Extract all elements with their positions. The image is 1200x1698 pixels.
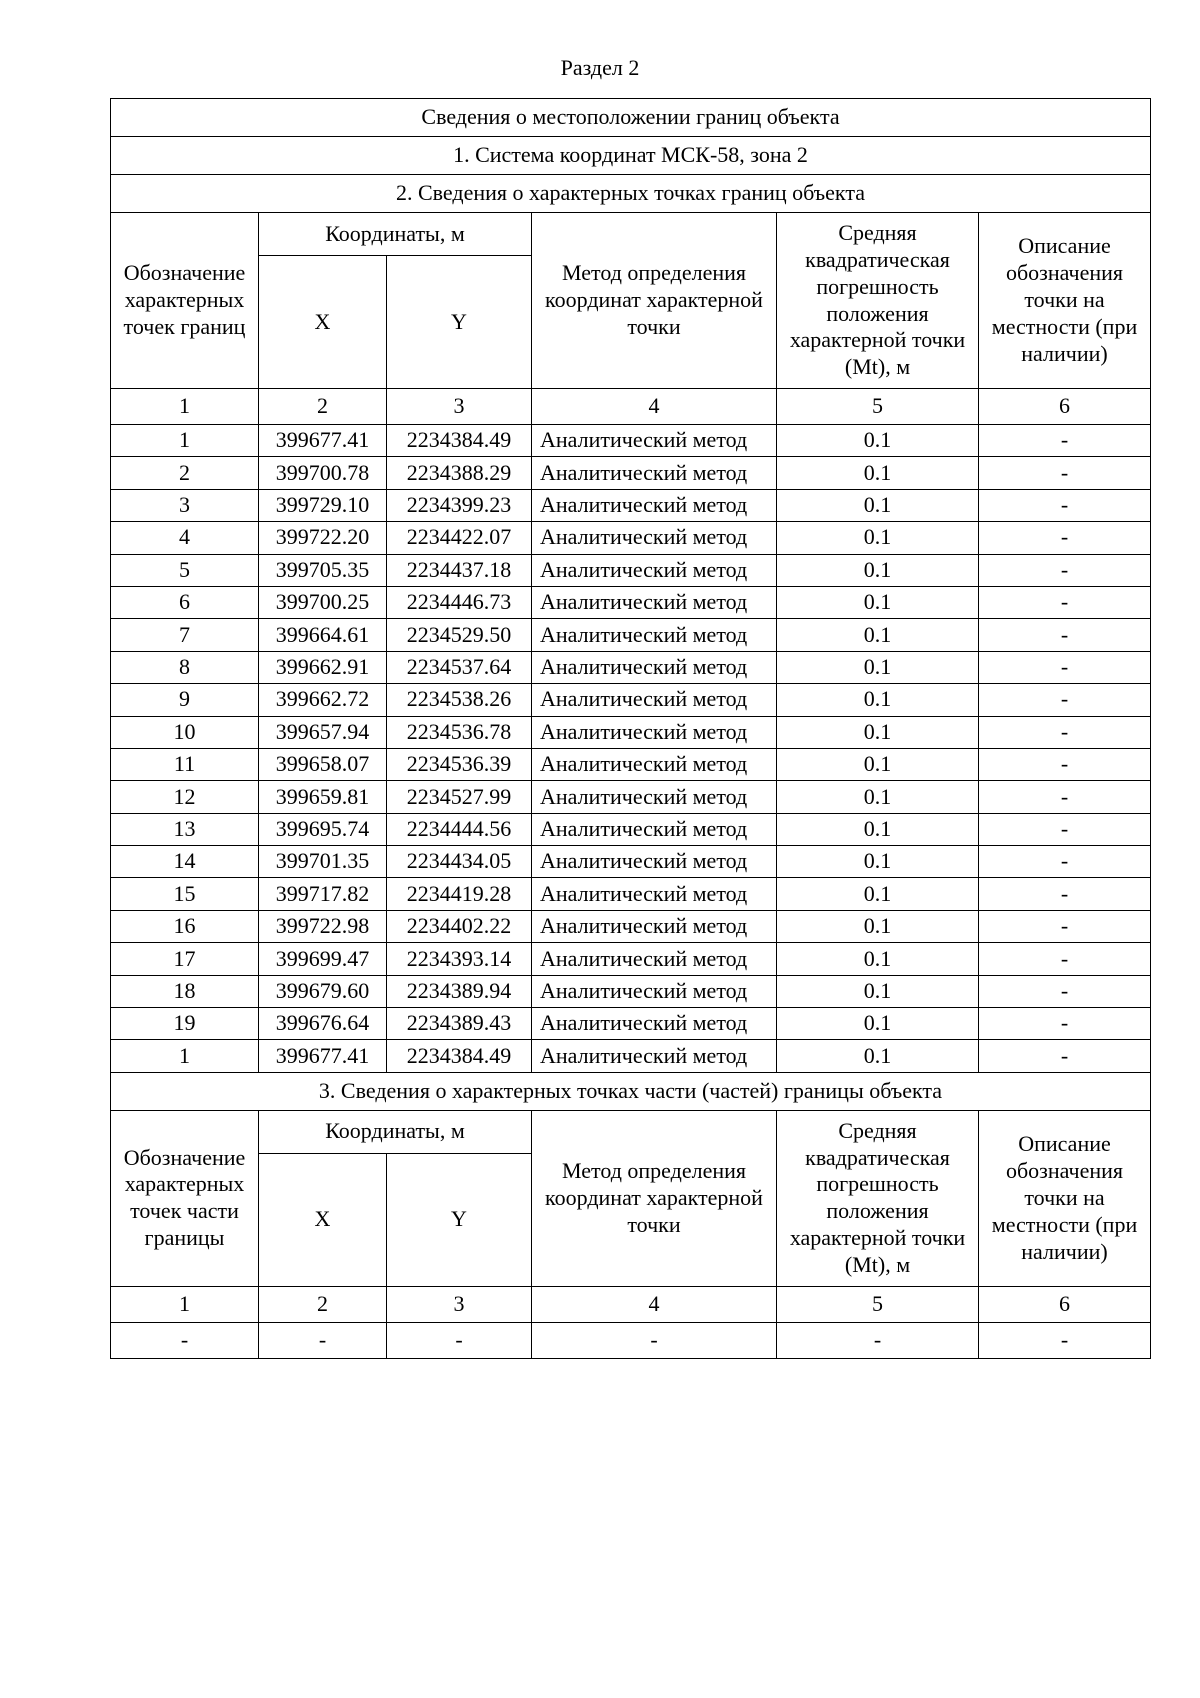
method-cell: Аналитический метод — [532, 748, 777, 780]
point-cell: 1 — [111, 1040, 259, 1072]
y-cell: 2234419.28 — [387, 878, 532, 910]
x-cell: 399701.35 — [259, 846, 387, 878]
method-cell: Аналитический метод — [532, 489, 777, 521]
table-cell: - — [777, 1322, 979, 1358]
point-cell: 8 — [111, 651, 259, 683]
point-cell: 5 — [111, 554, 259, 586]
y-cell: 2234422.07 — [387, 522, 532, 554]
description-cell: - — [979, 619, 1151, 651]
column-number: 4 — [532, 389, 777, 425]
description-cell: - — [979, 425, 1151, 457]
header-coordinates: Координаты, м — [259, 1110, 532, 1153]
table-row — [111, 586, 1151, 618]
mt-cell: 0.1 — [777, 846, 979, 878]
header-error: Средняя квадратическая погрешность положения характерной точки (Mt), м — [777, 1110, 979, 1286]
method-cell: Аналитический метод — [532, 684, 777, 716]
column-number: 3 — [387, 1286, 532, 1322]
description-cell: - — [979, 748, 1151, 780]
x-cell: 399717.82 — [259, 878, 387, 910]
table-cell: - — [111, 1322, 259, 1358]
point-cell: 9 — [111, 684, 259, 716]
column-number: 1 — [111, 389, 259, 425]
header-description: Описание обозначения точки на местности (при наличии) — [979, 213, 1151, 389]
method-cell: Аналитический метод — [532, 619, 777, 651]
x-cell: 399657.94 — [259, 716, 387, 748]
table-row — [111, 781, 1151, 813]
y-cell: 2234389.94 — [387, 975, 532, 1007]
x-cell: 399695.74 — [259, 813, 387, 845]
x-cell: 399700.25 — [259, 586, 387, 618]
y-cell: 2234437.18 — [387, 554, 532, 586]
description-cell: - — [979, 1040, 1151, 1072]
header-error: Средняя квадратическая погрешность положения характерной точки (Mt), м — [777, 213, 979, 389]
table-cell: - — [532, 1322, 777, 1358]
column-number: 6 — [979, 1286, 1151, 1322]
mt-cell: 0.1 — [777, 813, 979, 845]
column-number: 6 — [979, 389, 1151, 425]
method-cell: Аналитический метод — [532, 457, 777, 489]
table-row — [111, 522, 1151, 554]
y-cell: 2234384.49 — [387, 425, 532, 457]
description-cell: - — [979, 813, 1151, 845]
mt-cell: 0.1 — [777, 651, 979, 683]
point-cell: 17 — [111, 943, 259, 975]
method-cell: Аналитический метод — [532, 1040, 777, 1072]
point-cell: 2 — [111, 457, 259, 489]
column-number: 1 — [111, 1286, 259, 1322]
description-cell: - — [979, 554, 1151, 586]
mt-cell: 0.1 — [777, 878, 979, 910]
header-method: Метод определения координат характерной точки — [532, 213, 777, 389]
point-cell: 11 — [111, 748, 259, 780]
header-x: X — [259, 256, 387, 389]
table-row — [111, 910, 1151, 942]
y-cell: 2234537.64 — [387, 651, 532, 683]
x-cell: 399722.98 — [259, 910, 387, 942]
point-cell: 3 — [111, 489, 259, 521]
y-cell: 2234388.29 — [387, 457, 532, 489]
x-cell: 399662.72 — [259, 684, 387, 716]
x-cell: 399722.20 — [259, 522, 387, 554]
table-cell: - — [979, 1322, 1151, 1358]
y-cell: 2234384.49 — [387, 1040, 532, 1072]
description-cell: - — [979, 846, 1151, 878]
mt-cell: 0.1 — [777, 1040, 979, 1072]
description-cell: - — [979, 651, 1151, 683]
description-cell: - — [979, 716, 1151, 748]
description-cell: - — [979, 489, 1151, 521]
table-row — [111, 1040, 1151, 1072]
table-row — [111, 943, 1151, 975]
boundary-table — [110, 98, 1151, 1359]
mt-cell: 0.1 — [777, 457, 979, 489]
table-row — [111, 716, 1151, 748]
table-row — [111, 489, 1151, 521]
point-cell: 16 — [111, 910, 259, 942]
description-cell: - — [979, 586, 1151, 618]
column-number: 4 — [532, 1286, 777, 1322]
x-cell: 399700.78 — [259, 457, 387, 489]
mt-cell: 0.1 — [777, 910, 979, 942]
mt-cell: 0.1 — [777, 425, 979, 457]
description-cell: - — [979, 910, 1151, 942]
y-cell: 2234536.39 — [387, 748, 532, 780]
point-cell: 12 — [111, 781, 259, 813]
column-number: 2 — [259, 389, 387, 425]
method-cell: Аналитический метод — [532, 910, 777, 942]
mt-cell: 0.1 — [777, 489, 979, 521]
mt-cell: 0.1 — [777, 684, 979, 716]
description-cell: - — [979, 457, 1151, 489]
point-cell: 7 — [111, 619, 259, 651]
header-method: Метод определения координат характерной точки — [532, 1110, 777, 1286]
description-cell: - — [979, 878, 1151, 910]
y-cell: 2234446.73 — [387, 586, 532, 618]
point-cell: 10 — [111, 716, 259, 748]
y-cell: 2234529.50 — [387, 619, 532, 651]
mt-cell: 0.1 — [777, 781, 979, 813]
point-cell: 18 — [111, 975, 259, 1007]
x-cell: 399677.41 — [259, 1040, 387, 1072]
method-cell: Аналитический метод — [532, 586, 777, 618]
mt-cell: 0.1 — [777, 943, 979, 975]
table-row — [111, 846, 1151, 878]
point-cell: 13 — [111, 813, 259, 845]
header-y: Y — [387, 256, 532, 389]
x-cell: 399677.41 — [259, 425, 387, 457]
table-cell: - — [387, 1322, 532, 1358]
table-cell: - — [259, 1322, 387, 1358]
y-cell: 2234402.22 — [387, 910, 532, 942]
page-title: Раздел 2 — [560, 55, 640, 80]
table-row — [111, 425, 1151, 457]
y-cell: 2234434.05 — [387, 846, 532, 878]
description-cell: - — [979, 1008, 1151, 1040]
point-cell: 19 — [111, 1008, 259, 1040]
column-number: 3 — [387, 389, 532, 425]
point-cell: 1 — [111, 425, 259, 457]
point-cell: 4 — [111, 522, 259, 554]
description-cell: - — [979, 975, 1151, 1007]
header-y: Y — [387, 1153, 532, 1286]
x-cell: 399664.61 — [259, 619, 387, 651]
method-cell: Аналитический метод — [532, 716, 777, 748]
table-row — [111, 619, 1151, 651]
header-coordinates: Координаты, м — [259, 213, 532, 256]
point-cell: 14 — [111, 846, 259, 878]
description-cell: - — [979, 522, 1151, 554]
header-description: Описание обозначения точки на местности (при наличии) — [979, 1110, 1151, 1286]
column-number: 5 — [777, 1286, 979, 1322]
mt-cell: 0.1 — [777, 716, 979, 748]
mt-cell: 0.1 — [777, 586, 979, 618]
x-cell: 399676.64 — [259, 1008, 387, 1040]
method-cell: Аналитический метод — [532, 651, 777, 683]
y-cell: 2234536.78 — [387, 716, 532, 748]
method-cell: Аналитический метод — [532, 943, 777, 975]
header-x: X — [259, 1153, 387, 1286]
x-cell: 399705.35 — [259, 554, 387, 586]
x-cell: 399662.91 — [259, 651, 387, 683]
y-cell: 2234538.26 — [387, 684, 532, 716]
table-row — [111, 878, 1151, 910]
y-cell: 2234444.56 — [387, 813, 532, 845]
header-point-label: Обозначение характерных точек границ — [111, 213, 259, 389]
mt-cell: 0.1 — [777, 748, 979, 780]
table-row — [111, 651, 1151, 683]
table-row — [111, 457, 1151, 489]
table-row — [111, 1008, 1151, 1040]
table-title: Сведения о местоположении границ объекта — [111, 99, 1151, 137]
mt-cell: 0.1 — [777, 554, 979, 586]
x-cell: 399729.10 — [259, 489, 387, 521]
header-point-label: Обозначение характерных точек части границы — [111, 1110, 259, 1286]
coordinate-system: 1. Система координат МСК-58, зона 2 — [111, 137, 1151, 175]
method-cell: Аналитический метод — [532, 781, 777, 813]
method-cell: Аналитический метод — [532, 878, 777, 910]
description-cell: - — [979, 943, 1151, 975]
mt-cell: 0.1 — [777, 975, 979, 1007]
method-cell: Аналитический метод — [532, 1008, 777, 1040]
y-cell: 2234393.14 — [387, 943, 532, 975]
mt-cell: 0.1 — [777, 522, 979, 554]
table-row — [111, 554, 1151, 586]
method-cell: Аналитический метод — [532, 425, 777, 457]
method-cell: Аналитический метод — [532, 522, 777, 554]
x-cell: 399658.07 — [259, 748, 387, 780]
column-number: 2 — [259, 1286, 387, 1322]
mt-cell: 0.1 — [777, 619, 979, 651]
x-cell: 399699.47 — [259, 943, 387, 975]
method-cell: Аналитический метод — [532, 975, 777, 1007]
point-cell: 6 — [111, 586, 259, 618]
section-3-title: 3. Сведения о характерных точках части (частей) границы объекта — [111, 1072, 1151, 1110]
method-cell: Аналитический метод — [532, 846, 777, 878]
column-number: 5 — [777, 389, 979, 425]
y-cell: 2234389.43 — [387, 1008, 532, 1040]
x-cell: 399679.60 — [259, 975, 387, 1007]
mt-cell: 0.1 — [777, 1008, 979, 1040]
table-row — [111, 813, 1151, 845]
method-cell: Аналитический метод — [532, 554, 777, 586]
table-row — [111, 748, 1151, 780]
y-cell: 2234527.99 — [387, 781, 532, 813]
description-cell: - — [979, 781, 1151, 813]
table-row — [111, 684, 1151, 716]
y-cell: 2234399.23 — [387, 489, 532, 521]
method-cell: Аналитический метод — [532, 813, 777, 845]
point-cell: 15 — [111, 878, 259, 910]
section-2-title: 2. Сведения о характерных точках границ объекта — [111, 175, 1151, 213]
x-cell: 399659.81 — [259, 781, 387, 813]
description-cell: - — [979, 684, 1151, 716]
table-row — [111, 975, 1151, 1007]
